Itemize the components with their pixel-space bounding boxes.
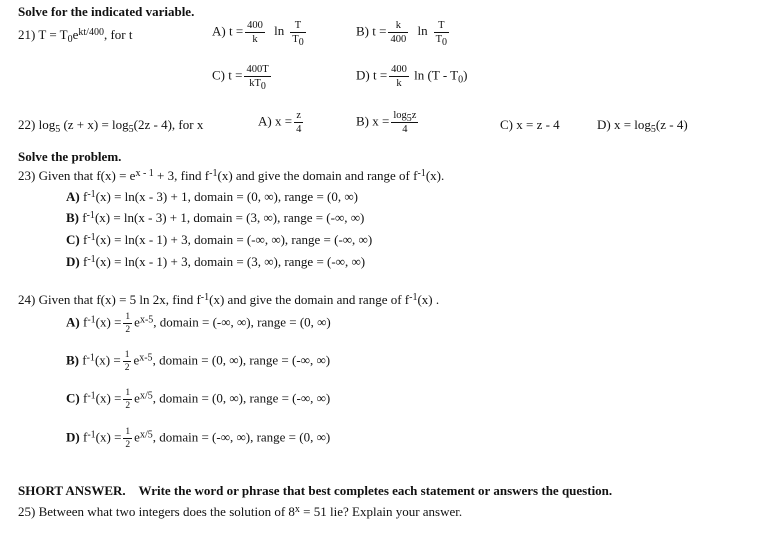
question-22: 22) $\log_5 (z + x) = \log_5(2z - 4)$, for x xyxy=(18,117,204,135)
section-title-solve-variable: Solve for the indicated variable. xyxy=(18,4,195,19)
q21-option-b[interactable]: B) t = $\frac{k}{400}$ ln $\frac{T}{T_0}$ xyxy=(356,20,447,48)
q21-option-a[interactable]: A) t = $\frac{400}{k}$ ln $\frac{T}{T_0}$ xyxy=(212,20,304,48)
short-answer-instruction: SHORT ANSWER. Write the word or phrase that best completes each statement or answers the question. xyxy=(18,483,613,498)
q21-option-d[interactable]: D) t = $\frac{400}{k}$ $\ln (T - T_0)$ xyxy=(356,64,468,89)
q23-option-c[interactable]: C) $f^{-1}(x) = \ln(x - 1) + 3$, domain = (-∞, ∞), range = (-∞, ∞) xyxy=(66,232,373,247)
q24-option-d[interactable]: D) $f^{-1}(x)$ = $\frac{1}{2}$ $e^{x/5}$, domain = (-∞, ∞), range = (0, ∞) xyxy=(66,427,331,450)
section-title-solve-problem: Solve the problem. xyxy=(18,149,122,164)
question-25: 25) Between what two integers does the solution of $8^x = 51$ lie? Explain your answer. xyxy=(18,504,463,519)
question-24: 24) Given that f(x) = 5 ln 2x, find $f^{-1}(x)$ and give the domain and range of $f^{-1}(x)$ . xyxy=(18,292,440,307)
question-23: 23) Given that $f(x) = e^{x - 1} + 3$, find $f^{-1}(x)$ and give the domain and range of $f^{-1}(x)$. xyxy=(18,168,445,183)
q22-option-c[interactable]: C) x = z - 4 xyxy=(500,117,560,132)
q24-option-c[interactable]: C) $f^{-1}(x)$ = $\frac{1}{2}$ $e^{x/5}$, domain = (0, ∞), range = (-∞, ∞) xyxy=(66,388,331,411)
q23-option-b[interactable]: B) $f^{-1}(x) = \ln(x - 3) + 1$, domain = (3, ∞), range = (-∞, ∞) xyxy=(66,210,365,225)
q23-option-d[interactable]: D) $f^{-1}(x) = \ln(x - 1) + 3$, domain = (3, ∞), range = (-∞, ∞) xyxy=(66,254,366,269)
q24-option-a[interactable]: A) $f^{-1}(x)$ = $\frac{1}{2}$ $e^{x-5}$, domain = (-∞, ∞), range = (0, ∞) xyxy=(66,312,331,335)
q21-option-c[interactable]: C) t = $\frac{400T}{kT_0}$ xyxy=(212,64,269,92)
q22-option-b[interactable]: B) x = $\frac{\log_5z}{4}$ xyxy=(356,110,417,135)
q23-option-a[interactable]: A) $f^{-1}(x) = \ln(x - 3) + 1$, domain = (0, ∞), range = (0, ∞) xyxy=(66,189,358,204)
q24-option-b[interactable]: B) $f^{-1}(x)$ = $\frac{1}{2}$ $e^{x-5}$, domain = (0, ∞), range = (-∞, ∞) xyxy=(66,350,331,373)
question-21: 21) $T = T_0e^{kt/400}$, for t xyxy=(18,27,133,45)
q22-option-d[interactable]: D) $x = \log_5(z - 4)$ xyxy=(597,117,688,135)
q22-option-a[interactable]: A) x = $\frac{z}{4}$ xyxy=(258,110,302,135)
